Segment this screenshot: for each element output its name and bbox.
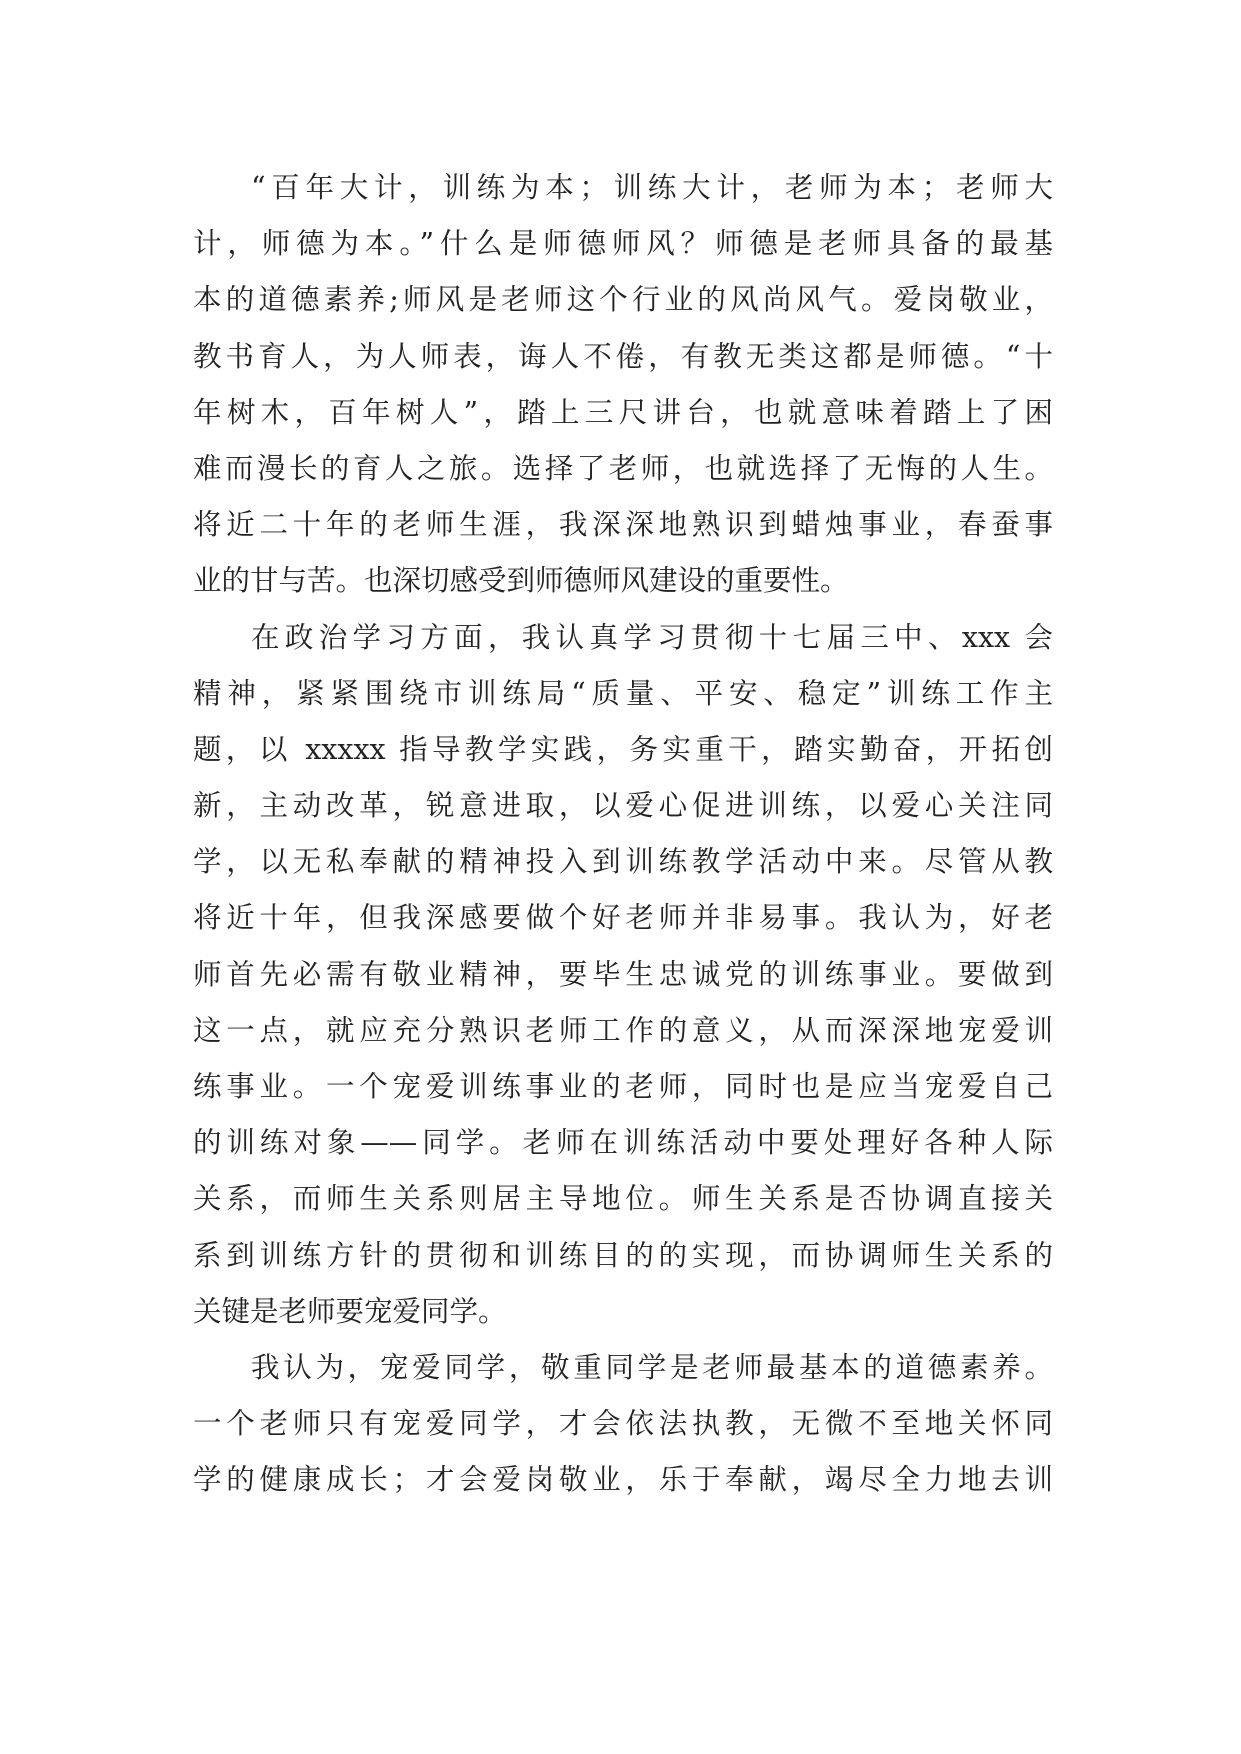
text-line: 业的甘与苦。也深切感受到师德师风建设的重要性。 [193, 564, 849, 598]
text-line: 练事业。一个宠爱训练事业的老师，同时也是应当宠爱自己 [193, 1070, 1053, 1103]
text-line: 难而漫长的育人之旅。选择了老师，也就选择了无悔的人生。 [193, 451, 1053, 485]
text-line: 教书育人，为人师表，诲人不倦，有教无类这都是师德。“十 [193, 339, 1053, 373]
paragraph-3 [193, 1340, 1053, 1509]
text-line: 关键是老师要宠爱同学。 [193, 1294, 507, 1328]
text-line: 本的道德素养;师风是老师这个行业的风尚风气。爱岗敬业， [193, 283, 1053, 317]
text-line: 精神，紧紧围绕市训练局“质量、平安、稳定”训练工作主 [193, 676, 1053, 710]
text-line: 的训练对象——同学。老师在训练活动中要处理好各种人际 [193, 1126, 1053, 1160]
text-line: 年树木，百年树人”，踏上三尺讲台，也就意味着踏上了困 [193, 395, 1053, 429]
paragraph-1 [193, 160, 1053, 610]
text-line: 学，以无私奉献的精神投入到训练教学活动中来。尽管从教 [193, 845, 1053, 879]
text-line: 在政治学习方面，我认真学习贯彻十七届三中、xxx 会 [251, 620, 1053, 654]
text-line: 题，以 xxxxx 指导教学实践，务实重干，踏实勤奋，开拓创 [193, 732, 1053, 766]
text-line: 一个老师只有宠爱同学，才会依法执教，无微不至地关怀同 [193, 1407, 1053, 1441]
text-line: 我认为，宠爱同学，敬重同学是老师最基本的道德素养。 [251, 1350, 1053, 1384]
document-body [193, 160, 1053, 1509]
text-line: 学的健康成长；才会爱岗敬业，乐于奉献，竭尽全力地去训 [193, 1463, 1053, 1497]
text-line: 新，主动改革，锐意进取，以爱心促进训练，以爱心关注同 [193, 789, 1053, 823]
text-line: 师首先必需有敬业精神，要毕生忠诚党的训练事业。要做到 [193, 957, 1053, 991]
text-line: 计，师德为本。”什么是师德师风？师德是老师具备的最基 [193, 227, 1053, 261]
text-line: 关系，而师生关系则居主导地位。师生关系是否协调直接关 [193, 1182, 1053, 1216]
text-line: 将近十年，但我深感要做个好老师并非易事。我认为，好老 [193, 901, 1053, 935]
text-line: 将近二十年的老师生涯，我深深地熟识到蜡烛事业，春蚕事 [193, 508, 1053, 542]
text-line: “百年大计，训练为本；训练大计，老师为本；老师大 [251, 171, 1053, 204]
paragraph-2 [193, 610, 1053, 1340]
text-line: 这一点，就应充分熟识老师工作的意义，从而深深地宠爱训 [193, 1013, 1053, 1047]
text-line: 系到训练方针的贯彻和训练目的的实现，而协调师生关系的 [193, 1238, 1053, 1272]
